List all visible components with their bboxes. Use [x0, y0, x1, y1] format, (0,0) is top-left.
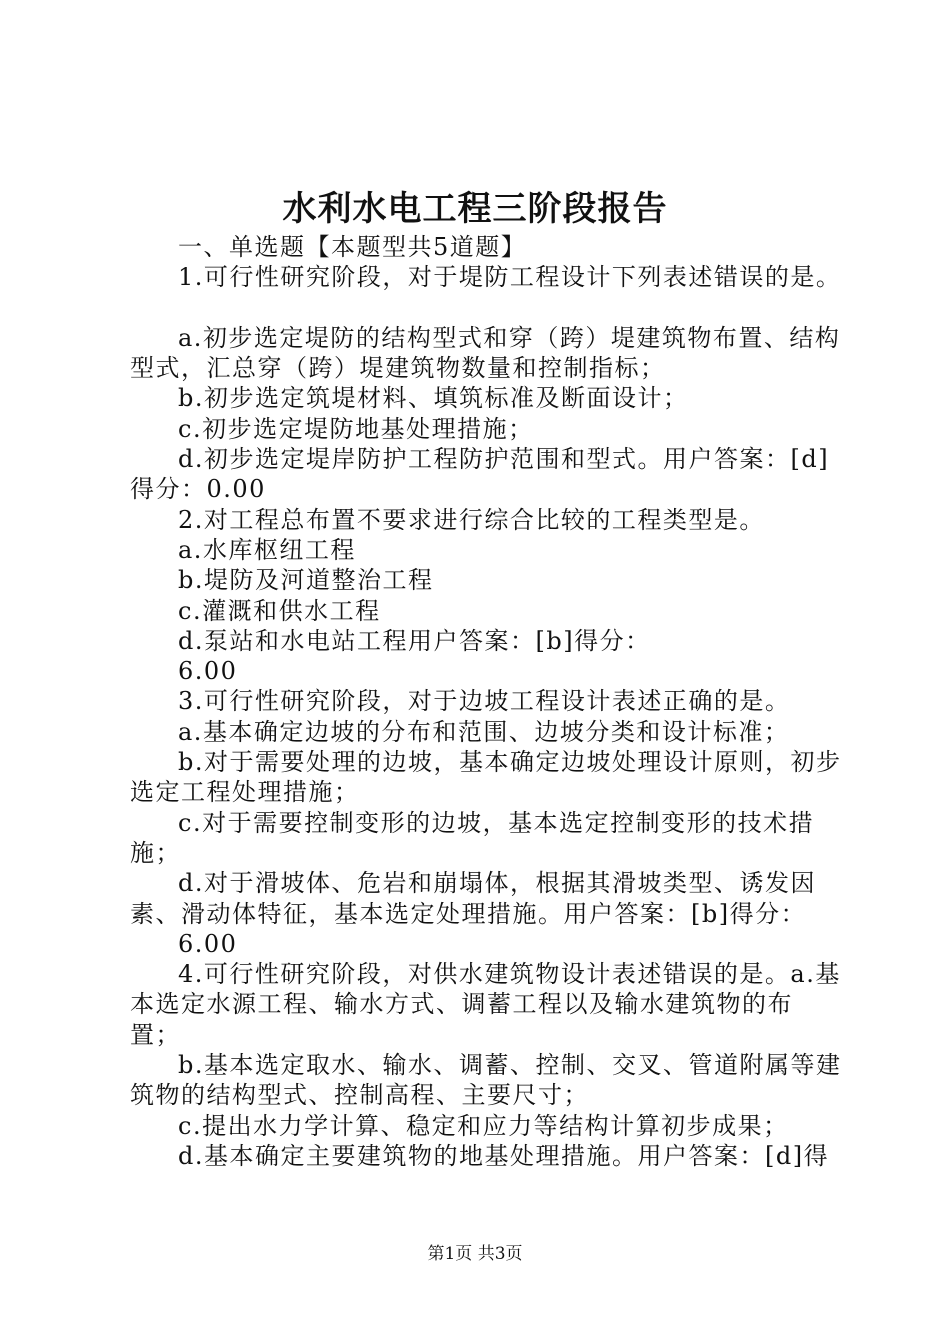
document-body — [130, 232, 842, 1171]
blank-line — [130, 293, 842, 323]
question-3-option-a: a.基本确定边坡的分布和范围、边坡分类和设计标准； — [178, 717, 790, 746]
question-2-option-b: b.堤防及河道整治工程 — [178, 566, 434, 595]
question-3-option-b: b.对于需要处理的边坡，基本确定边坡处理设计原则，初步选定工程处理措施； — [130, 748, 842, 807]
question-1-option-a: a.初步选定堤防的结构型式和穿（跨）堤建筑物布置、结构型式，汇总穿（跨）堤建筑物数量和控制指标； — [130, 323, 841, 383]
question-3-option-d: d.对于滑坡体、危岩和崩塌体，根据其滑坡类型、诱发因素、滑动体特征，基本选定处理措施。用户答案：[b]得分： — [130, 869, 816, 928]
question-4: 4.可行性研究阶段，对供水建筑物设计表述错误的是。a.基本选定水源工程、输水方式、调蓄工程以及输水建筑物的布置； — [130, 960, 841, 1049]
question-4-option-c: c.提出水力学计算、稳定和应力等结构计算初步成果； — [178, 1111, 789, 1140]
question-1: 1.可行性研究阶段，对于堤防工程设计下列表述错误的是。 — [178, 263, 842, 292]
question-3-score: 6.00 — [178, 929, 238, 958]
question-2-option-d: d.泵站和水电站工程用户答案：[b]得分： — [178, 626, 651, 655]
page-footer: 第1页 共3页 — [427, 1244, 523, 1264]
question-3-option-c: c.对于需要控制变形的边坡，基本选定控制变形的技术措施； — [130, 808, 815, 867]
question-1-option-d: d.初步选定堤岸防护工程防护范围和型式。用户答案：[d]得分：0.00 — [130, 445, 830, 504]
question-2-option-c: c.灌溉和供水工程 — [178, 596, 381, 625]
question-1-option-b: b.初步选定筑堤材料、填筑标准及断面设计； — [178, 384, 689, 413]
question-2: 2.对工程总布置不要求进行综合比较的工程类型是。 — [178, 505, 765, 534]
question-1-option-c: c.初步选定堤防地基处理措施； — [178, 414, 534, 443]
question-4-option-b: b.基本选定取水、输水、调蓄、控制、交叉、管道附属等建筑物的结构型式、控制高程、主要尺寸； — [130, 1051, 842, 1110]
question-2-option-a: a.水库枢纽工程 — [178, 535, 356, 564]
document-title: 水利水电工程三阶段报告 — [282, 189, 668, 229]
question-2-score: 6.00 — [178, 657, 238, 686]
question-3: 3.可行性研究阶段，对于边坡工程设计表述正确的是。 — [178, 687, 791, 716]
section-heading: 一、单选题【本题型共5道题】 — [178, 233, 527, 261]
question-4-option-d: d.基本确定主要建筑物的地基处理措施。用户答案：[d]得 — [178, 1141, 830, 1170]
